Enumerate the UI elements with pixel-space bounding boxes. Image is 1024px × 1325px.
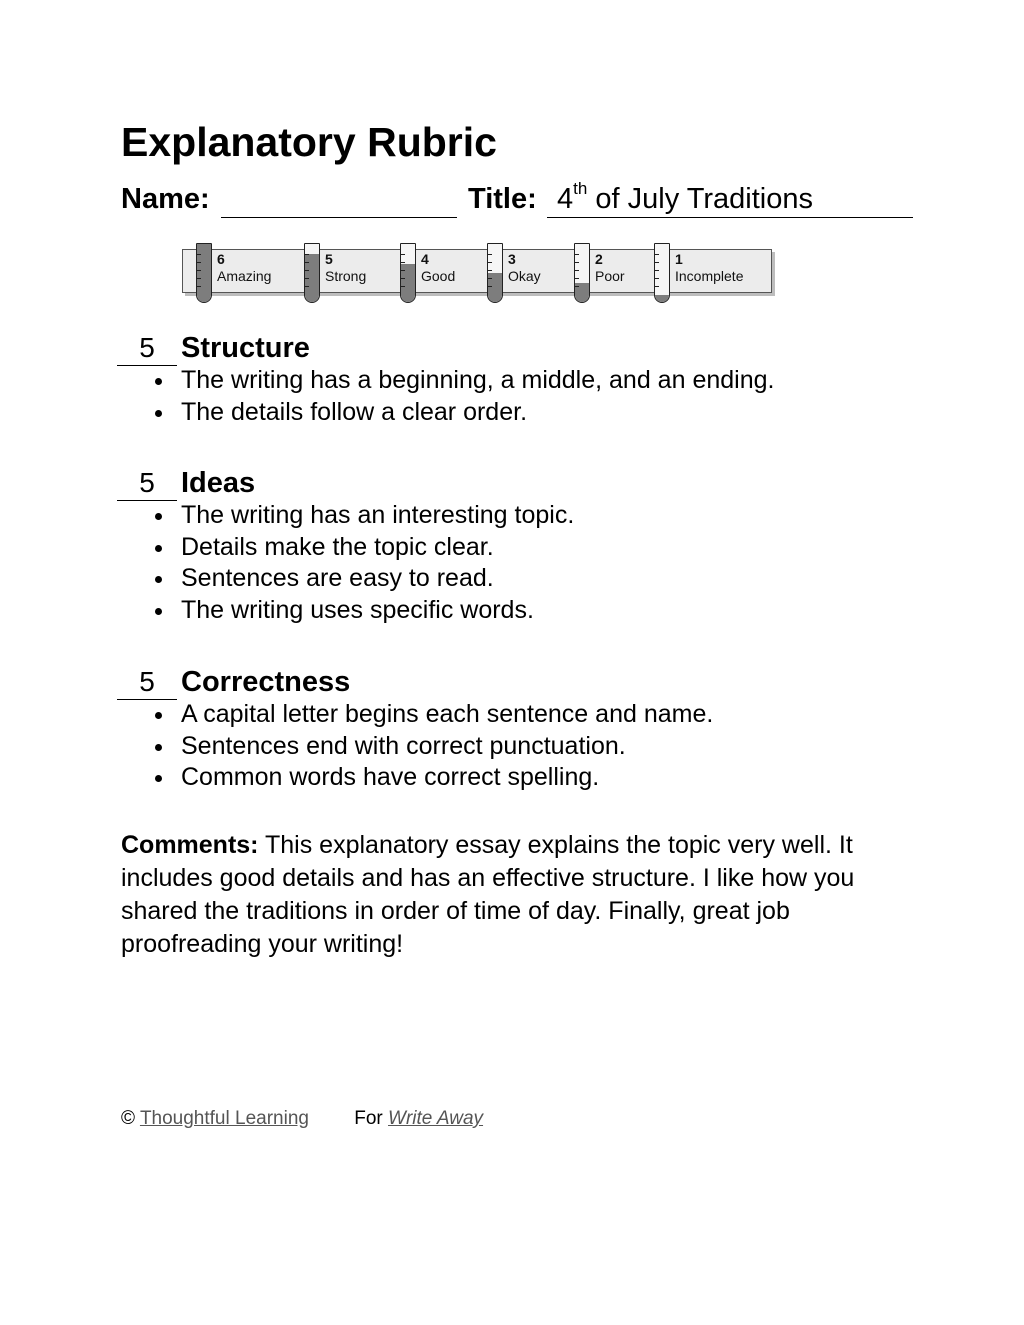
footer (121, 1108, 483, 1130)
rating-number: 1 (675, 251, 683, 267)
score-ideas: 5 (117, 466, 177, 501)
rating-tube-ticks (655, 254, 659, 294)
rating-label-2 (595, 251, 625, 285)
list-item: A capital letter begins each sentence and name. (181, 699, 713, 731)
rating-text: Okay (508, 268, 541, 284)
rating-tube-5 (304, 243, 320, 303)
rating-text: Poor (595, 268, 625, 284)
rating-tube-1 (654, 243, 670, 303)
rating-tube-ticks (488, 254, 492, 294)
page-title: Explanatory Rubric (121, 119, 497, 165)
title-label: Title: (468, 183, 537, 215)
rating-number: 6 (217, 251, 225, 267)
comments (121, 829, 911, 961)
comments-text: This explanatory essay explains the topic very well. It includes good details and has an effective structure. I like how you shared the traditions in order of time of day. Finally, great job proofreading your writing! (121, 831, 855, 958)
list-item: Sentences are easy to read. (181, 563, 574, 595)
rating-label-1 (675, 251, 743, 285)
rating-scale (182, 243, 772, 293)
for-label: For (354, 1108, 383, 1129)
bullet-list (181, 699, 713, 794)
rating-tube-ticks (401, 254, 405, 294)
rating-tube-2 (574, 243, 590, 303)
name-title-row (121, 179, 913, 223)
rating-tube-fill (655, 295, 669, 302)
rating-text: Strong (325, 268, 367, 284)
rating-tube-ticks (197, 254, 201, 294)
score-structure: 5 (117, 331, 177, 366)
list-item: Details make the topic clear. (181, 532, 574, 564)
rating-tube-ticks (575, 254, 579, 294)
rating-text: Amazing (217, 268, 272, 284)
name-field-line[interactable] (221, 217, 457, 218)
bullet-list (181, 500, 574, 626)
rating-label-4 (421, 251, 455, 285)
list-item: The writing has an interesting topic. (181, 500, 574, 532)
rating-number: 5 (325, 251, 333, 267)
publisher-link[interactable]: Thoughtful Learning (139, 1108, 309, 1129)
rating-text: Incomplete (675, 268, 744, 284)
rating-tube-3 (487, 243, 503, 303)
rating-tube-ticks (305, 254, 309, 294)
bullet-list (181, 365, 774, 428)
rating-number: 2 (595, 251, 603, 267)
section-title: Structure (181, 332, 310, 364)
list-item: Common words have correct spelling. (181, 762, 713, 794)
rating-number: 3 (508, 251, 516, 267)
section-title: Ideas (181, 467, 256, 499)
list-item: The details follow a clear order. (181, 397, 774, 429)
list-item: The writing has a beginning, a middle, and an ending. (181, 365, 774, 397)
section-title: Correctness (181, 666, 351, 698)
essay-title-value: 4th of July Traditions (557, 179, 813, 215)
book-link[interactable]: Write Away (388, 1108, 484, 1129)
name-label: Name: (121, 183, 210, 215)
rating-tube-6 (196, 243, 212, 303)
list-item: Sentences end with correct punctuation. (181, 731, 713, 763)
title-field-line (547, 217, 913, 218)
list-item: The writing uses specific words. (181, 595, 574, 627)
score-correctness: 5 (117, 665, 177, 700)
rating-label-6 (217, 251, 271, 285)
rating-text: Good (421, 268, 456, 284)
rating-label-3 (508, 251, 541, 285)
rating-tube-4 (400, 243, 416, 303)
rating-label-5 (325, 251, 366, 285)
comments-label: Comments: (121, 831, 259, 859)
copyright-symbol: © (121, 1108, 135, 1129)
rating-number: 4 (421, 251, 429, 267)
